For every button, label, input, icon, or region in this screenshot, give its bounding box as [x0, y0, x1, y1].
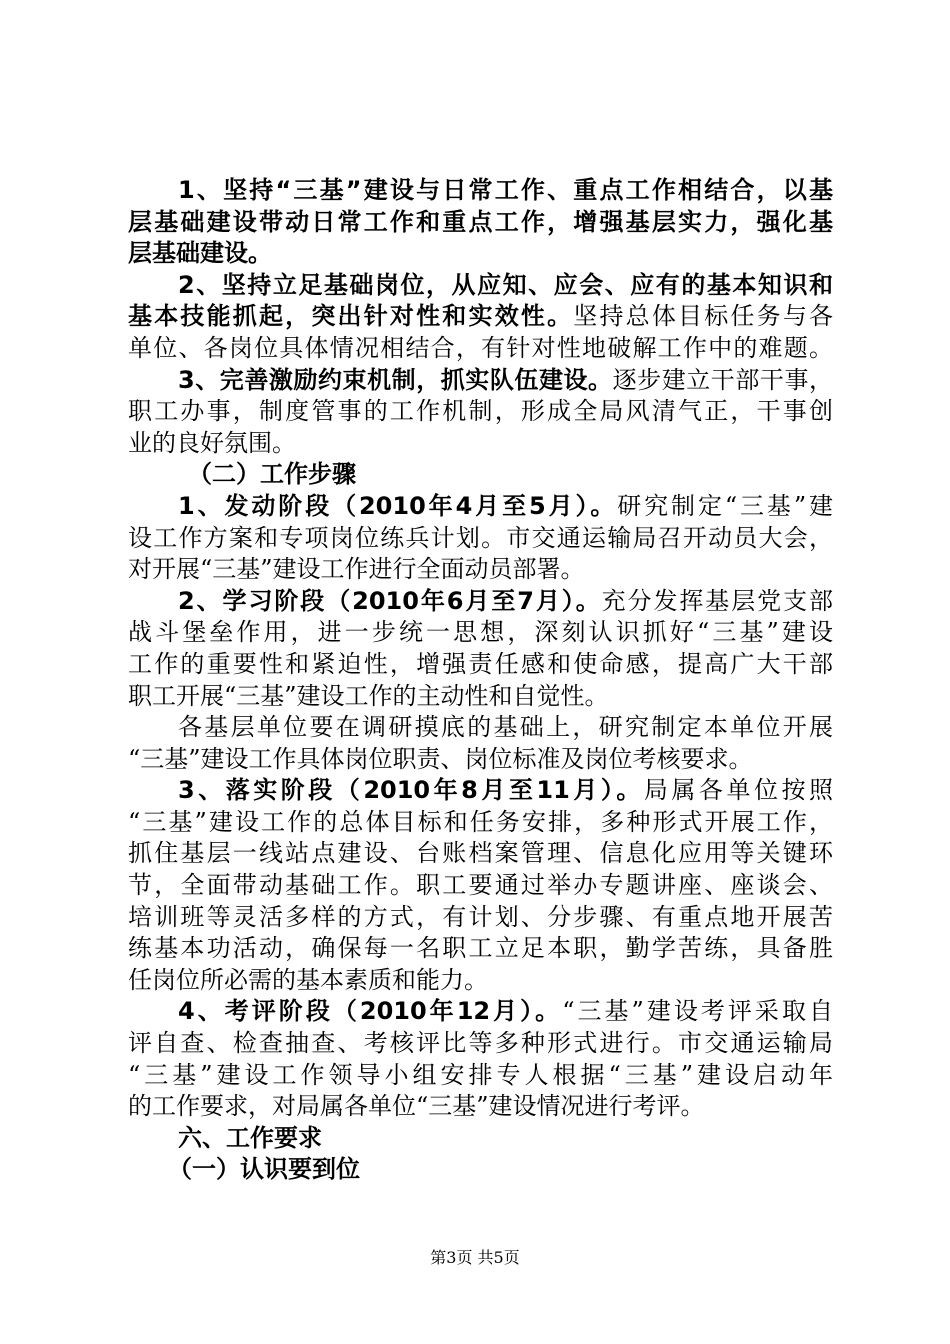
text-line	[128, 838, 833, 870]
bold-text: 3、完善激励约束机制，抓实队伍建设。	[178, 365, 613, 394]
text-line	[128, 775, 833, 807]
text-line	[128, 617, 833, 649]
bold-text: 六、工作要求	[178, 1123, 322, 1152]
text-line	[128, 1091, 833, 1123]
body-text: “三基”建设工作的总体目标和任务安排，多种形式开展工作，	[128, 807, 833, 836]
text-line	[128, 396, 833, 428]
body-text: 评自查、检查抽查、考核评比等多种形式进行。市交通运输局	[128, 1029, 833, 1058]
bold-text: （二）工作步骤	[188, 460, 356, 489]
text-line	[128, 902, 833, 934]
body-text: 战斗堡垒作用，进一步统一思想，深刻认识抓好“三基”建设	[128, 618, 833, 647]
body-text: 职工开展“三基”建设工作的主动性和自觉性。	[128, 681, 609, 710]
body-text: 工作的重要性和紧迫性，增强责任感和使命感，提高广大干部	[128, 649, 833, 678]
body-text: 充分发挥基层党支部	[601, 586, 833, 615]
bold-text: （一）认识要到位	[168, 1155, 360, 1184]
text-line	[128, 1028, 833, 1060]
text-line	[128, 807, 833, 839]
body-text: “三基”建设工作领导小组安排专人根据“三基”建设启动年	[128, 1060, 833, 1089]
body-text: 局属各单位按照	[643, 776, 833, 805]
body-text: 坚持总体目标任务与各	[573, 302, 833, 331]
text-line	[128, 523, 833, 555]
body-text: 节，全面带动基础工作。职工要通过举办专题讲座、座谈会、	[128, 871, 833, 900]
bold-text: 基本技能抓起，突出针对性和实效性。	[128, 302, 574, 331]
bold-text: 3、落实阶段（2010年8月至11月）。	[178, 776, 644, 805]
text-line	[128, 270, 833, 302]
text-line	[128, 207, 833, 239]
text-line	[128, 428, 833, 460]
body-text: 职工办事，制度管事的工作机制，形成全局风清气正，干事创	[128, 397, 833, 426]
text-line	[128, 712, 833, 744]
page-footer: 第3页 共5页	[430, 1248, 520, 1267]
text-line	[128, 933, 833, 965]
body-text: “三基”建设工作具体岗位职责、岗位标准及岗位考核要求。	[128, 744, 753, 773]
text-line	[128, 554, 833, 586]
text-line	[128, 744, 833, 776]
text-line	[128, 681, 833, 713]
text-line	[128, 301, 833, 333]
text-line	[128, 870, 833, 902]
text-line	[128, 1060, 833, 1092]
bold-text: 1、坚持“三基”建设与日常工作、重点工作相结合，以基	[178, 176, 833, 204]
text-line	[128, 175, 833, 207]
text-line	[128, 1123, 833, 1155]
body-text: 逐步建立干部干事，	[612, 365, 833, 394]
body-text: 单位、各岗位具体情况相结合，有针对性地破解工作中的难题。	[128, 333, 833, 362]
bold-text: 4、考评阶段（2010年12月）。	[178, 997, 563, 1026]
text-line	[128, 365, 833, 397]
body-text: 业的良好氛围。	[128, 428, 296, 457]
body-text: 各基层单位要在调研摸底的基础上，研究制定本单位开展	[178, 713, 833, 742]
body-text: 设工作方案和专项岗位练兵计划。市交通运输局召开动员大会，	[128, 523, 833, 552]
bold-text: 层基础建设带动日常工作和重点工作，增强基层实力，强化基	[128, 207, 833, 236]
text-line	[128, 965, 833, 997]
bold-text: 层基础建设。	[128, 239, 272, 268]
text-line	[128, 1154, 833, 1186]
bold-text: 2、坚持立足基础岗位，从应知、应会、应有的基本知识和	[178, 270, 833, 299]
body-text: 任岗位所必需的基本素质和能力。	[128, 965, 488, 994]
text-line	[128, 333, 833, 365]
text-line	[128, 238, 833, 270]
text-line	[128, 996, 833, 1028]
body-text: 练基本功活动，确保每一名职工立足本职，勤学苦练，具备胜	[128, 934, 833, 963]
body-text: 研究制定“三基”建	[617, 491, 833, 520]
body-text: 对开展“三基”建设工作进行全面动员部署。	[128, 555, 585, 584]
text-line	[128, 459, 833, 491]
bold-text: 1、发动阶段（2010年4月至5月）。	[178, 491, 618, 520]
body-text: 培训班等灵活多样的方式，有计划、分步骤、有重点地开展苦	[128, 902, 833, 931]
body-text: 抓住基层一线站点建设、台账档案管理、信息化应用等关键环	[128, 839, 833, 868]
body-text: “三基”建设考评采取自	[562, 997, 833, 1026]
text-line	[128, 491, 833, 523]
body-text: 的工作要求，对局属各单位“三基”建设情况进行考评。	[128, 1092, 705, 1121]
text-line	[128, 649, 833, 681]
bold-text: 2、学习阶段（2010年6月至7月）。	[178, 586, 602, 615]
document-body	[128, 175, 833, 1186]
text-line	[128, 586, 833, 618]
